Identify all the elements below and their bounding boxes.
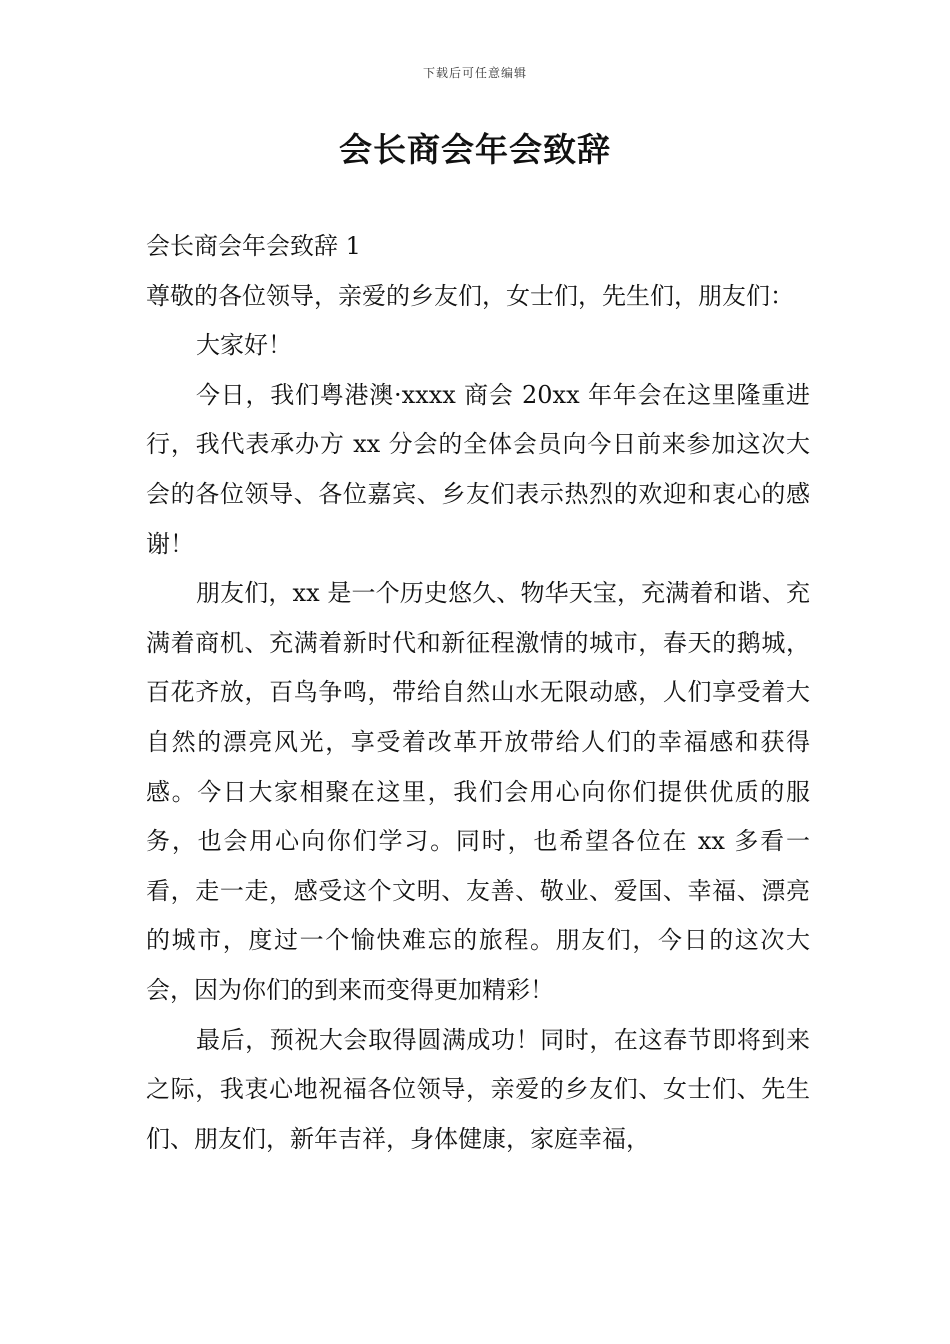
document-title: 会长商会年会致辞 [339,130,611,169]
salutation: 尊敬的各位领导，亲爱的乡友们，女士们，先生们，朋友们： [146,281,794,310]
paragraph-city: 朋友们，xx 是一个历史悠久、物华天宝，充满着和谐、充满着商机、充满着新时代和新征程激情的城市，春天的鹅城，百花齐放，百鸟争鸣，带给自然山水无限动感，人们享受着大自然的漂亮风光，享受着改革开放带给人们的幸福感和获得感。今日大家相聚在这里，我们会用心向你们提供优质的服务，也会用心向你们学习。同时，也希望各位在 xx 多看一看，走一走，感受这个文明、友善、敬业、爱国、幸福、漂亮的城市，度过一个愉快难忘的旅程。朋友们，今日的这次大会，因为你们的到来而变得更加精彩！ [146,579,810,1004]
header-note: 下载后可任意编辑 [422,66,527,80]
paragraph-greeting: 大家好！ [196,331,292,360]
section-heading: 会长商会年会致辞 1 [146,232,361,260]
paragraph-welcome: 今日，我们粤港澳·xxxx 商会 20xx 年年会在这里隆重进行，我代表承办方 xx 分会的全体会员向今日前来参加这次大会的各位领导、各位嘉宾、乡友们表示热烈的欢迎和衷心的感谢！ [146,380,810,558]
document-body [146,222,810,1164]
paragraph-closing: 最后，预祝大会取得圆满成功！同时，在这春节即将到来之际，我衷心地祝福各位领导，亲爱的乡友们、女士们、先生们、朋友们，新年吉祥，身体健康，家庭幸福， [146,1025,810,1153]
